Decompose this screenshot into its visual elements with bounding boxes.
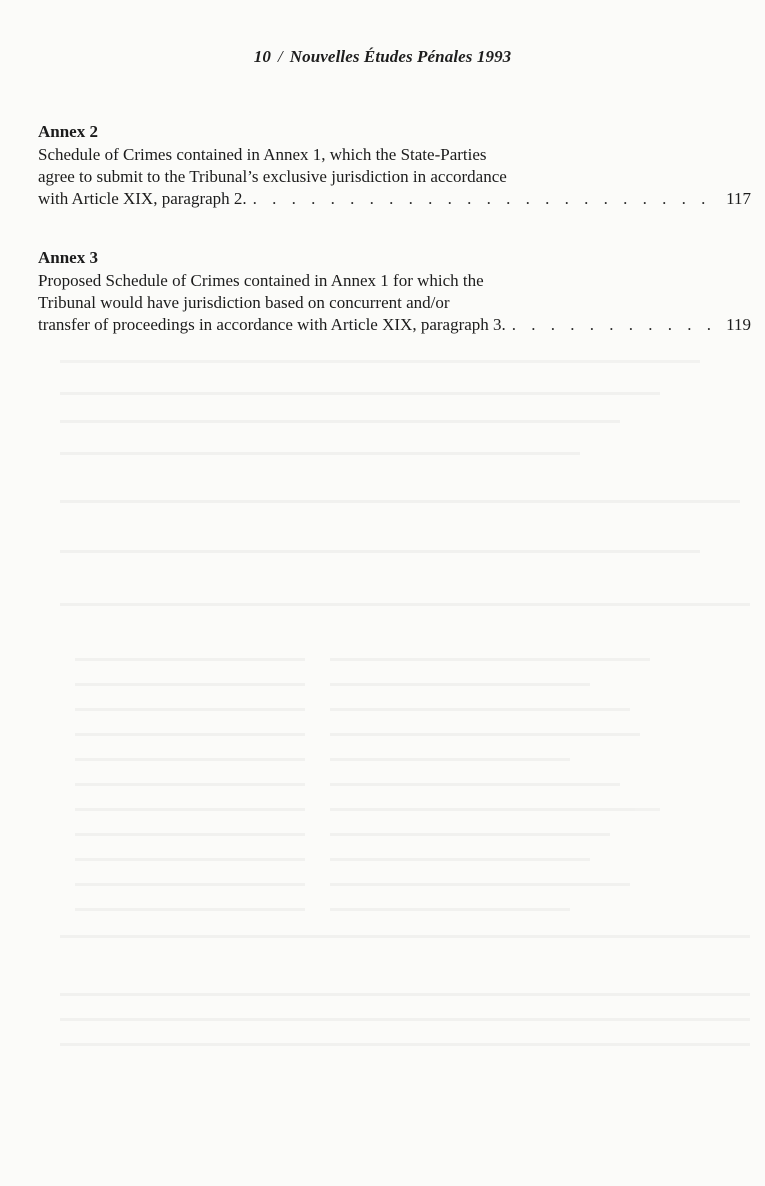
annex-2-line-3: with Article XIX, paragraph 2.: [38, 189, 247, 208]
running-head-title: Nouvelles Études Pénales 1993: [289, 47, 512, 66]
dot-leader: [506, 314, 711, 336]
annex-3-page-number: 119: [726, 315, 751, 334]
annex-2-last-line: [38, 188, 753, 210]
annex-3-line-3: transfer of proceedings in accordance with Article XIX, paragraph 3.: [38, 315, 506, 334]
toc-entry-annex-3: [38, 247, 753, 336]
annex-3-line-1: Proposed Schedule of Crimes contained in Annex 1 for which the: [38, 271, 484, 290]
annex-2-line-2: agree to submit to the Tribunal’s exclusive jurisdiction in accordance: [38, 167, 507, 186]
annex-2-line-1: Schedule of Crimes contained in Annex 1, which the State-Parties: [38, 145, 487, 164]
toc-entry-annex-2: [38, 121, 753, 210]
annex-2-heading: Annex 2: [38, 122, 98, 141]
page-number: 10: [253, 47, 271, 66]
running-head: [0, 47, 765, 67]
annex-3-line-2: Tribunal would have jurisdiction based on concurrent and/or: [38, 293, 450, 312]
running-head-separator: /: [277, 47, 283, 66]
dot-leader: [247, 188, 711, 210]
annex-3-last-line: [38, 314, 753, 336]
annex-2-page-number: 117: [726, 189, 751, 208]
annex-3-heading: Annex 3: [38, 248, 98, 267]
